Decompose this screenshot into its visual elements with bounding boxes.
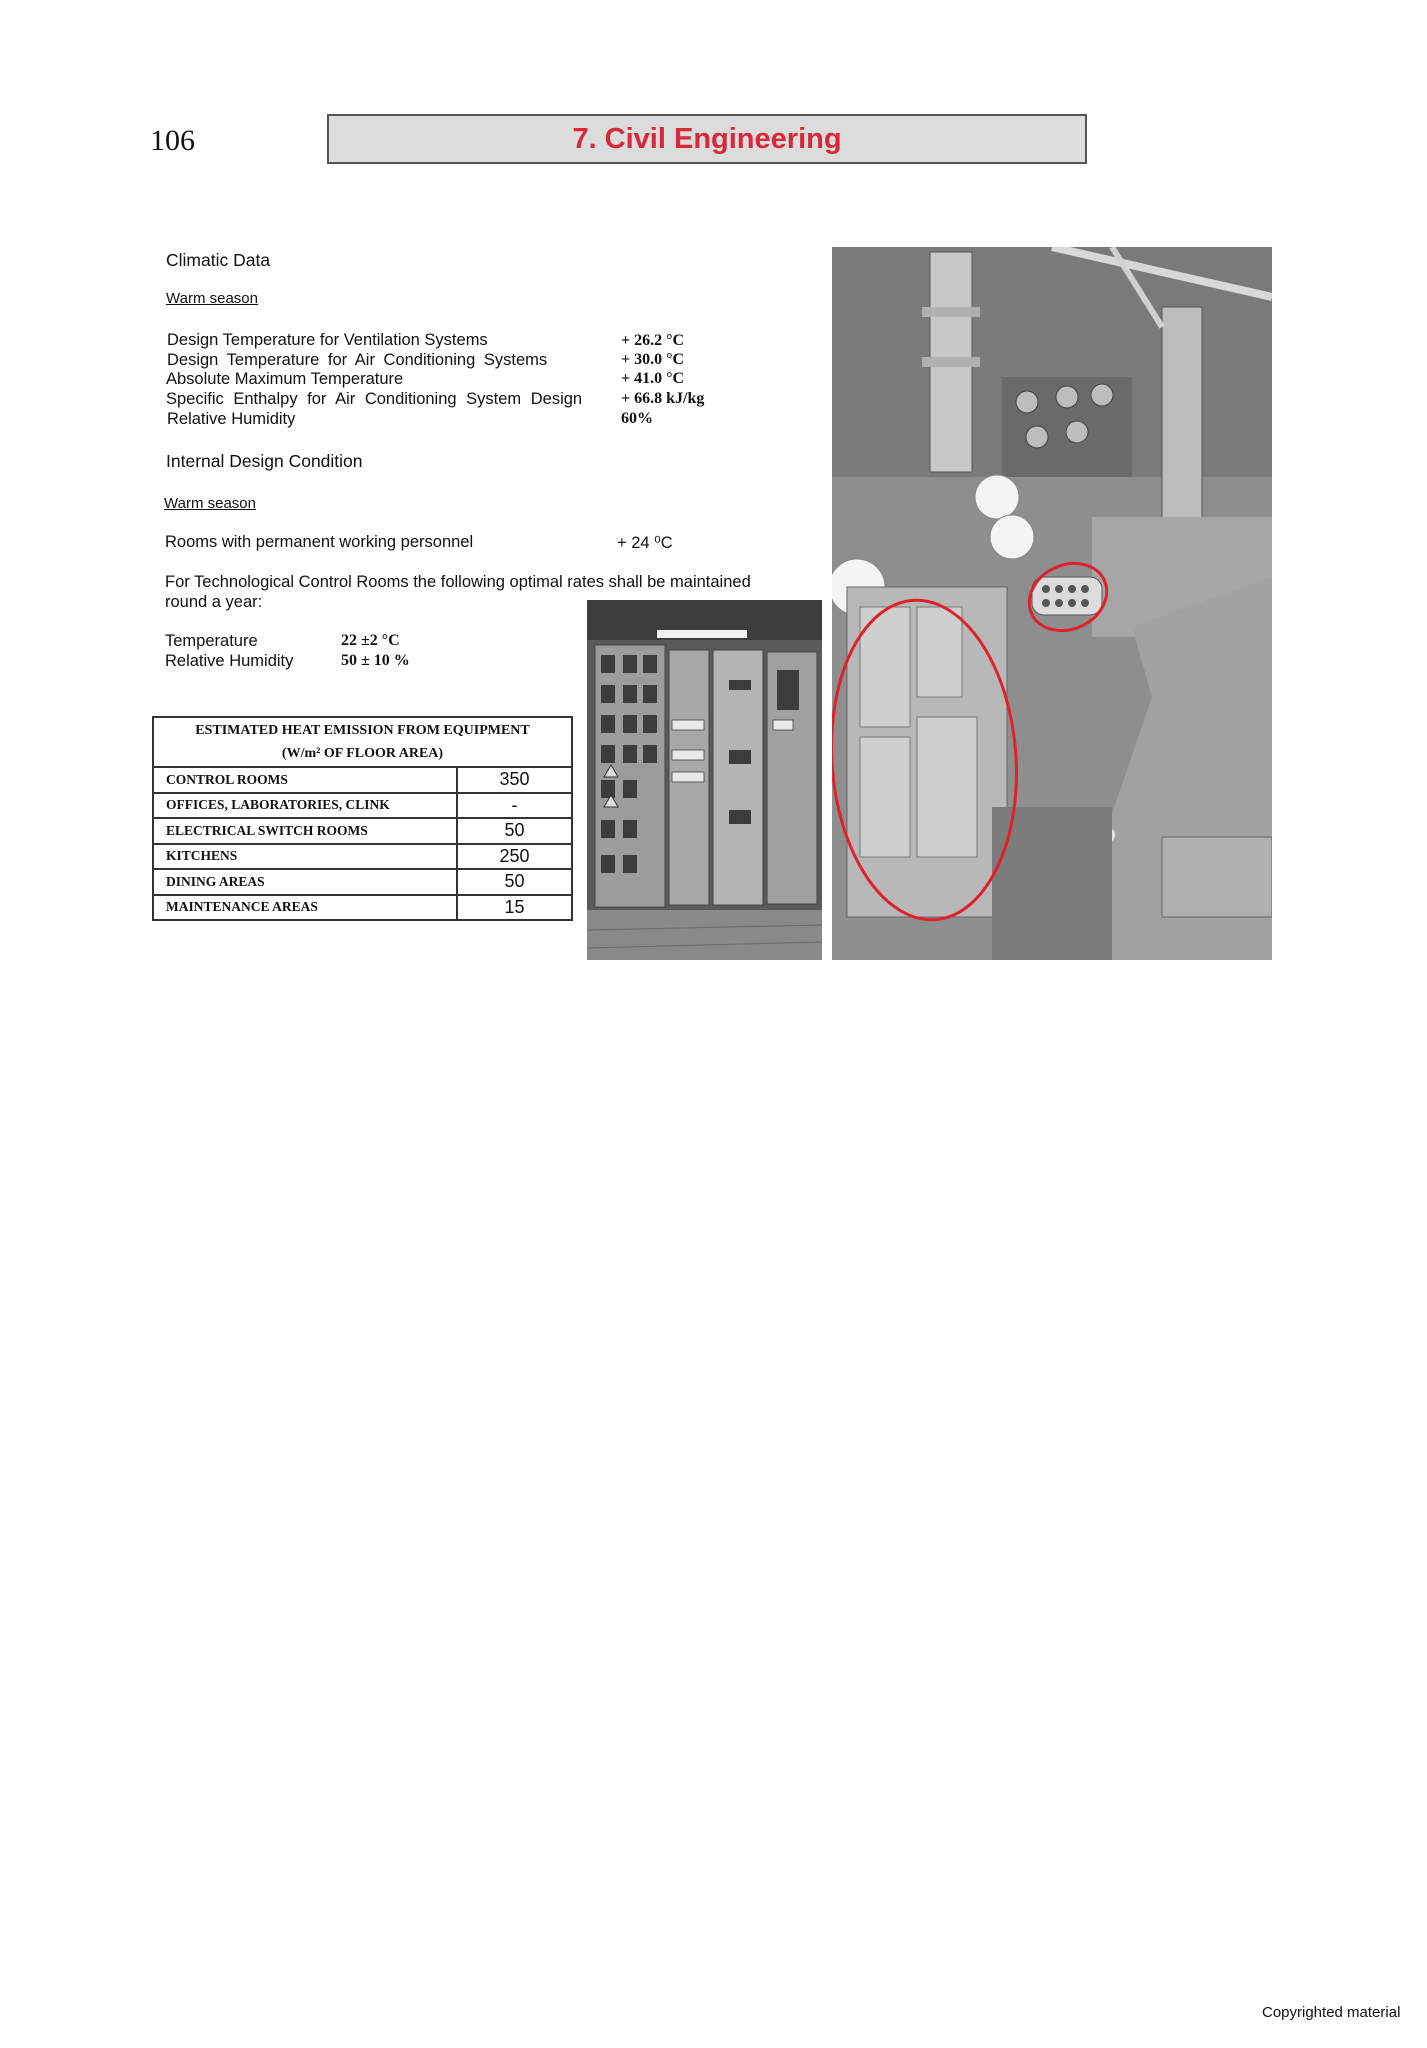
- table-header-row: [153, 717, 572, 767]
- table-row: [153, 767, 572, 793]
- climatic-row-value: + 66.8 kJ/kg: [621, 390, 705, 407]
- table-row: [153, 869, 572, 895]
- climatic-row-label: Design Temperature for Air Conditioning Systems: [167, 351, 548, 369]
- value-cell: 15: [457, 895, 572, 921]
- table-row: [153, 895, 572, 921]
- table-title-line1: ESTIMATED HEAT EMISSION FROM EQUIPMENT: [195, 723, 530, 738]
- table-title-line2: (W/m² OF FLOOR AREA): [281, 746, 444, 761]
- climatic-row-value: + 26.2 °C: [621, 332, 685, 349]
- chapter-banner: [327, 114, 1087, 164]
- chapter-title: 7. Civil Engineering: [572, 122, 842, 155]
- switchgear-photo: [587, 600, 822, 960]
- climatic-row-value: 60%: [621, 410, 653, 427]
- climatic-row-label: Specific Enthalpy for Air Conditioning System Design: [166, 390, 583, 408]
- table-row: [153, 818, 572, 844]
- value-cell: 50: [457, 869, 572, 895]
- rate-value: 50 ± 10 %: [341, 652, 410, 669]
- climatic-heading: Climatic Data: [166, 250, 271, 270]
- value-cell: 50: [457, 818, 572, 844]
- table-title: [153, 717, 572, 767]
- area-cell: CONTROL ROOMS: [153, 767, 457, 793]
- control-rooms-note: For Technological Control Rooms the following optimal rates shall be maintained round a year:: [165, 573, 751, 611]
- offshore-platform-icon: [832, 247, 1272, 960]
- copyright-notice: Copyrighted material: [1262, 2004, 1401, 2021]
- value-cell: 350: [457, 767, 572, 793]
- internal-heading: Internal Design Condition: [166, 451, 363, 471]
- area-cell: OFFICES, LABORATORIES, CLINK: [153, 793, 457, 819]
- heat-emission-table: [152, 716, 573, 921]
- climatic-season: Warm season: [166, 290, 258, 307]
- rate-label: Relative Humidity: [165, 652, 294, 670]
- rate-value: 22 ±2 °C: [341, 632, 400, 649]
- internal-season: Warm season: [164, 495, 256, 512]
- climatic-row-label: Relative Humidity: [167, 410, 296, 428]
- area-cell: ELECTRICAL SWITCH ROOMS: [153, 818, 457, 844]
- rate-label: Temperature: [165, 632, 258, 650]
- climatic-row-label: Absolute Maximum Temperature: [166, 370, 404, 388]
- table-row: [153, 793, 572, 819]
- area-cell: MAINTENANCE AREAS: [153, 895, 457, 921]
- climatic-row-label: Design Temperature for Ventilation Systems: [167, 331, 488, 349]
- area-cell: DINING AREAS: [153, 869, 457, 895]
- rooms-label: Rooms with permanent working personnel: [165, 533, 474, 551]
- climatic-row-value: + 41.0 °C: [621, 370, 685, 387]
- rooms-value: + 24 ⁰C: [617, 534, 673, 552]
- value-cell: -: [457, 793, 572, 819]
- page-number: 106: [150, 124, 195, 157]
- area-cell: KITCHENS: [153, 844, 457, 870]
- value-cell: 250: [457, 844, 572, 870]
- switchgear-cabinets-icon: [587, 600, 822, 960]
- climatic-row-value: + 30.0 °C: [621, 351, 685, 368]
- offshore-platform-photo: [832, 247, 1272, 960]
- table-row: [153, 844, 572, 870]
